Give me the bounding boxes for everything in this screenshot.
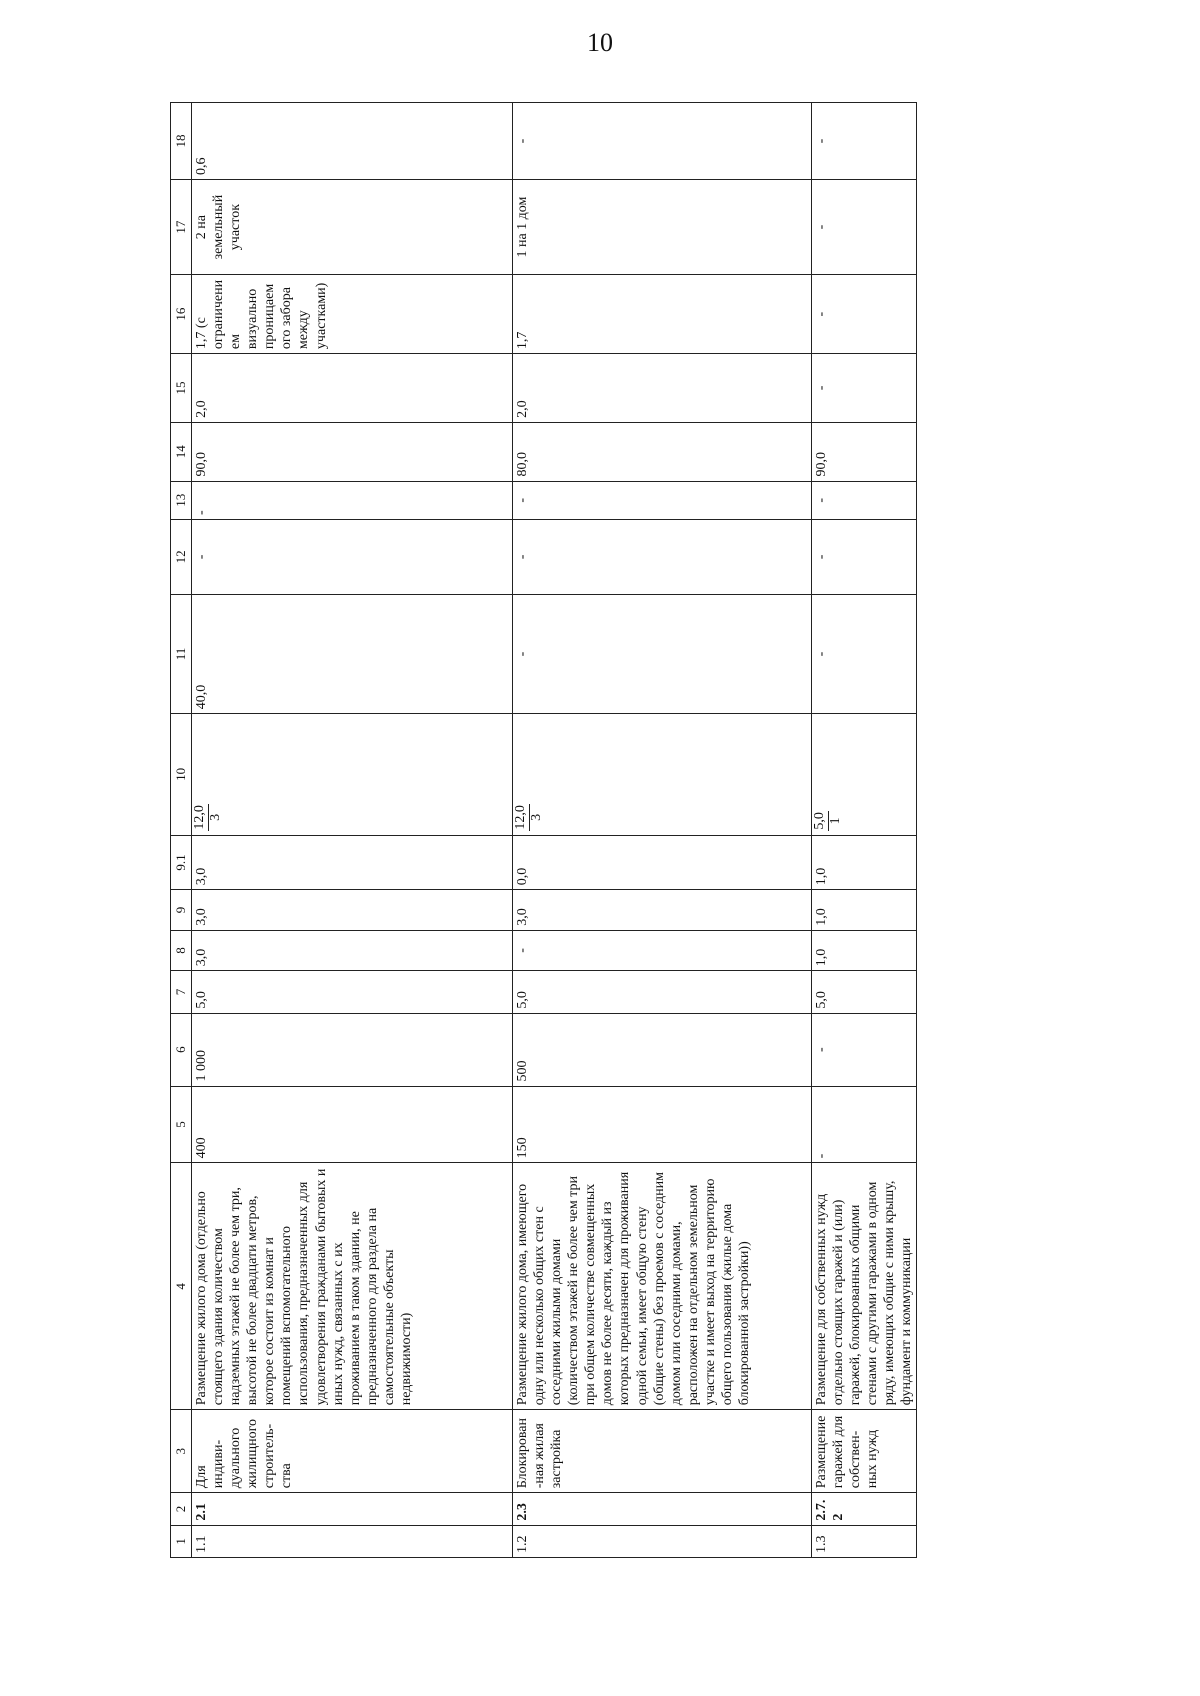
col-header-10: 10: [171, 714, 192, 835]
col-header-18: 18: [171, 103, 192, 180]
cell-col7: 5,0: [513, 971, 812, 1013]
col-header-4: 4: [171, 1163, 192, 1410]
cell-number: 1.2: [513, 1525, 812, 1557]
cell-col12: -: [812, 519, 917, 594]
cell-col18: -: [513, 103, 812, 180]
cell-col16: 1,7 (с ограничением визуально проницаемого забора между участками): [192, 275, 513, 354]
cell-use-name: Для индиви-дуального жилищного строитель-ства: [192, 1410, 513, 1493]
cell-col6: 1 000: [192, 1013, 513, 1086]
col-header-14: 14: [171, 422, 192, 481]
col-header-15: 15: [171, 354, 192, 423]
cell-col11: 40,0: [192, 594, 513, 713]
cell-use-description: Размещение для собственных нужд отдельно стоящих гаражей и (или) гаражей, блокированных общими стенами с другими гаражами в одном ряду, имеющих общие с ними крышу, фундамент и коммуникации: [812, 1163, 917, 1410]
table-row: [812, 103, 917, 1558]
cell-col5: 150: [513, 1086, 812, 1163]
cell-col9: 3,0: [192, 890, 513, 930]
cell-code: 2.7.2: [812, 1493, 917, 1525]
fraction-denominator: 1: [827, 817, 843, 825]
fraction-numerator: 12,0: [513, 805, 528, 830]
cell-col7: 5,0: [812, 971, 917, 1013]
cell-code: 2.1: [192, 1493, 513, 1525]
cell-col15: 2,0: [513, 354, 812, 423]
cell-col18: -: [812, 103, 917, 180]
fraction: [193, 804, 223, 831]
cell-number: 1.3: [812, 1525, 917, 1557]
cell-use-name: Блокирован-ная жилая застройка: [513, 1410, 812, 1493]
cell-col5: -: [812, 1086, 917, 1163]
cell-col6: 500: [513, 1013, 812, 1086]
cell-code: 2.3: [513, 1493, 812, 1525]
rotated-table-container: [170, 102, 915, 1558]
table-row: [192, 103, 513, 1558]
cell-number: 1.1: [192, 1525, 513, 1557]
cell-col15: -: [812, 354, 917, 423]
col-header-11: 11: [171, 594, 192, 713]
cell-col9: 3,0: [513, 890, 812, 930]
col-header-17: 17: [171, 180, 192, 275]
fraction-denominator: 3: [207, 813, 223, 821]
cell-col16: 1,7: [513, 275, 812, 354]
col-header-9-1: 9.1: [171, 835, 192, 890]
cell-col14: 90,0: [812, 422, 917, 481]
col-header-9: 9: [171, 890, 192, 930]
cell-col11: -: [812, 594, 917, 713]
cell-use-name: Размещение гаражей для собствен-ных нужд: [812, 1410, 917, 1493]
cell-col15: 2,0: [192, 354, 513, 423]
cell-col11: -: [513, 594, 812, 713]
cell-col5: 400: [192, 1086, 513, 1163]
cell-use-description: Размещение жилого дома (отдельно стоящего здания количеством надземных этажей не более чем три, высотой не более двадцати метров, которое состоит из комнат и помещений вспомогательного использования, предназначенных для удовлетворения гражданами бытовых и иных нужд, связанных с их проживанием в таком здании, не предназначенного для раздела на самостоятельные объекты недвижимости): [192, 1163, 513, 1410]
cell-col12: -: [192, 519, 513, 594]
cell-col13: -: [192, 481, 513, 519]
cell-col6: -: [812, 1013, 917, 1086]
cell-col8: -: [513, 930, 812, 970]
header-row: [171, 103, 192, 1558]
cell-col14: 80,0: [513, 422, 812, 481]
col-header-7: 7: [171, 971, 192, 1013]
fraction-numerator: 5,0: [812, 812, 827, 830]
fraction-denominator: 3: [528, 813, 544, 821]
fraction: [813, 811, 843, 831]
col-header-2: 2: [171, 1493, 192, 1525]
page-number: 10: [587, 28, 613, 57]
cell-col7: 5,0: [192, 971, 513, 1013]
col-header-6: 6: [171, 1013, 192, 1086]
col-header-12: 12: [171, 519, 192, 594]
cell-col13: -: [812, 481, 917, 519]
cell-col9-1: 0,0: [513, 835, 812, 890]
col-header-13: 13: [171, 481, 192, 519]
cell-col9-1: 1,0: [812, 835, 917, 890]
col-header-1: 1: [171, 1525, 192, 1557]
cell-col8: 1,0: [812, 930, 917, 970]
cell-col10: [513, 714, 812, 835]
cell-col8: 3,0: [192, 930, 513, 970]
fraction-numerator: 12,0: [192, 805, 207, 830]
cell-col12: -: [513, 519, 812, 594]
cell-col9: 1,0: [812, 890, 917, 930]
cell-col17: 1 на 1 дом: [513, 180, 812, 275]
col-header-3: 3: [171, 1410, 192, 1493]
col-header-16: 16: [171, 275, 192, 354]
cell-col17: -: [812, 180, 917, 275]
regulations-table: [170, 102, 917, 1558]
cell-col10: [192, 714, 513, 835]
cell-col16: -: [812, 275, 917, 354]
cell-col14: 90,0: [192, 422, 513, 481]
col-header-8: 8: [171, 930, 192, 970]
table-row: [513, 103, 812, 1558]
cell-col13: -: [513, 481, 812, 519]
cell-col17: 2 на земельный участок: [192, 180, 513, 275]
cell-use-description: Размещение жилого дома, имеющего одну или несколько общих стен с соседними жилыми домами (количеством этажей не более чем три при общем количестве совмещенных домов не более десяти, каждый из которых предназначен для проживания одной семьи, имеет общую стену (общие стены) без проемов с соседним домом или соседними домами, расположен на отдельном земельном участке и имеет выход на территорию общего пользования (жилые дома блокированной застройки)): [513, 1163, 812, 1410]
cell-col9-1: 3,0: [192, 835, 513, 890]
fraction: [514, 804, 544, 831]
cell-col10: [812, 714, 917, 835]
col-header-5: 5: [171, 1086, 192, 1163]
cell-col18: 0,6: [192, 103, 513, 180]
